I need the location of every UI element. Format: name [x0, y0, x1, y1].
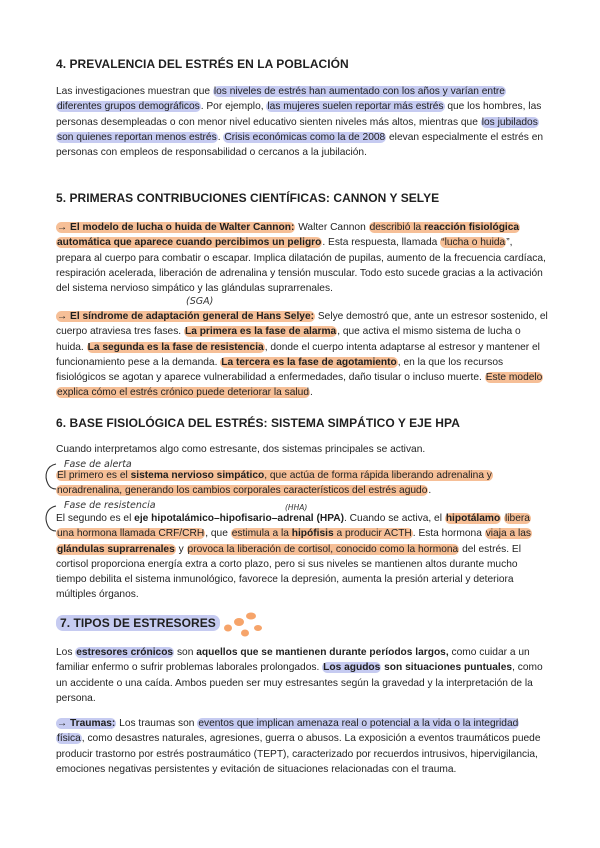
highlight-blue: Los agudos	[323, 662, 381, 674]
highlight-orange: La primera es la fase de alarma	[184, 326, 337, 338]
cannon-paragraph: → El modelo de lucha o huida de Walter Cannon: Walter Cannon describió la reacción fisiológica automática que aparece cuando percibimos un peligro. Esta respuesta, llamada “lucha o huida”, prepara al cuerpo para combatir o escapar. Implica dilatación de pupilas, aumento de la frecuencia cardíaca, respiración acelerada, liberación de adrenalina y tensión muscular. Todo esto sucede gracias a la activación del sistema nervioso simpático y las glándulas suprarrenales.	[56, 222, 546, 295]
highlight-blue: 7. TIPOS DE ESTRESORES	[56, 615, 220, 631]
section-6-intro: Cuando interpretamos algo como estresante, dos sistemas principales se activan.	[56, 444, 426, 455]
highlight-blue: Crisis económicas como la de 2008	[224, 131, 386, 143]
highlight-orange: → El síndrome de adaptación general de Hans Selye:	[57, 311, 315, 322]
highlight-orange: La tercera es la fase de agotamiento	[221, 356, 397, 368]
traumas-paragraph: → Traumas: Los traumas son eventos que implican amenaza real o potencial a la vida o la integridad física, como desastres naturales, agresiones, guerra o abusos. La exposición a eventos traumáticos puede producir trastorno por estrés postraumático (TEPT), caracterizado por recuerdos intrusivos, hipervigilancia, emociones negativas persistentes y evitación de situaciones relacionadas con el trauma.	[56, 718, 541, 775]
section-4-heading: 4. PREVALENCIA DEL ESTRÉS EN LA POBLACIÓN	[56, 57, 349, 71]
handwritten-note-sga: (SGA)	[186, 296, 214, 307]
decorative-dots-icon	[218, 606, 268, 640]
handwritten-note-hha: (HHA)	[285, 503, 308, 512]
section-7-heading	[56, 616, 220, 630]
highlight-orange: libera una hormona llamada CRF/CRH	[57, 513, 530, 540]
section-4-paragraph: Las investigaciones muestran que los niveles de estrés han aumentado con los años y varían entre diferentes grupos demográficos. Por ejemplo, las mujeres suelen reportar más estrés que los hombres, las personas desempleadas o con menor nivel educativo sienten niveles más altos, mientras que los jubilados son quienes reportan menos estrés. Crisis económicas como la de 2008 elevan especialmente el estrés en personas con empleos de responsabilidad o cercanos a la jubilación.	[56, 86, 544, 159]
section-5-heading: 5. PRIMERAS CONTRIBUCIONES CIENTÍFICAS: CANNON Y SELYE	[56, 191, 440, 205]
highlight-blue: los niveles de estrés han aumentado con los años y varían entre diferentes grupos demográficos	[57, 86, 505, 113]
highlight-blue: las mujeres suelen reportar más estrés	[267, 101, 444, 113]
highlight-orange: Este modelo explica cómo el estrés crónico puede deteriorar la salud	[57, 372, 543, 399]
highlight-orange: viaja a las glándulas suprarrenales	[57, 528, 532, 555]
highlight-orange: provoca la liberación de cortisol, conocido como la hormona	[187, 543, 459, 555]
highlight-blue: eventos que implican amenaza real o potencial a la vida o la integridad física	[57, 718, 519, 745]
handwritten-note-resistencia: Fase de resistencia	[64, 500, 156, 511]
highlight-orange: → El modelo de lucha o huida de Walter Cannon:	[57, 222, 295, 233]
selye-paragraph: → El síndrome de adaptación general de Hans Selye: Selye demostró que, ante un estresor sostenido, el cuerpo atraviesa tres fases. La primera es la fase de alarma, que activa el mismo sistema de lucha o huida. La segunda es la fase de resistencia, donde el cuerpo intenta adaptarse al estresor y mantener el funcionamiento pese a la demanda. La tercera es la fase de agotamiento, en la que los recursos fisiológicos se agotan y aparece vulnerabilidad a enfermedades, daño tisular o incluso muerte. Este modelo explica cómo el estrés crónico puede deteriorar la salud.	[56, 311, 548, 399]
highlight-orange: describió la reacción fisiológica automática que aparece cuando percibimos un peligro	[57, 222, 520, 249]
hpa-paragraph: El segundo es el eje hipotalámico–hipofisario–adrenal (HPA). Cuando se activa, el hipotálamo libera una hormona llamada CRF/CRH, que estimula a la hipófisis a producir ACTH. Esta hormona viaja a las glándulas suprarrenales y provoca la liberación de cortisol, conocido como la hormona del estrés. El cortisol proporciona energía extra a corto plazo, pero si sus niveles se mantienen altos durante mucho tiempo debilita el sistema inmunológico, favorece la depresión, aumenta la presión arterial y deteriora múltiples órganos.	[56, 513, 532, 601]
section-6-heading: 6. BASE FISIOLÓGICA DEL ESTRÉS: SISTEMA SIMPÁTICO Y EJE HPA	[56, 416, 460, 430]
highlight-orange: La segunda es la fase de resistencia	[87, 341, 264, 353]
highlight-orange: “lucha o huida	[441, 237, 506, 249]
handwritten-note-alerta: Fase de alerta	[64, 459, 132, 470]
highlight-blue: los jubilados son quienes reportan menos estrés	[57, 116, 538, 143]
highlight-blue: → Traumas:	[57, 718, 116, 729]
highlight-orange: El primero es el sistema nervioso simpático, que actúa de forma rápida liberando adrenalina y noradrenalina, generando los cambios corporales característicos del estrés agudo	[57, 470, 492, 497]
highlight-blue: estresores crónicos	[76, 647, 174, 658]
highlight-orange: hipotálamo	[445, 513, 501, 524]
highlight-orange: estimula a la hipófisis a producir ACTH	[231, 528, 412, 540]
simpatico-paragraph: El primero es el sistema nervioso simpático, que actúa de forma rápida liberando adrenalina y noradrenalina, generando los cambios corporales característicos del estrés agudo.	[57, 470, 492, 497]
estresores-paragraph: Los estresores crónicos son aquellos que se mantienen durante períodos largos, como cuidar a un familiar enfermo o sufrir problemas laborales prolongados. Los agudos son situaciones puntuales, como un accidente o una caída. Ambos pueden ser muy estresantes según la gravedad y la interpretación de la persona.	[56, 647, 543, 704]
